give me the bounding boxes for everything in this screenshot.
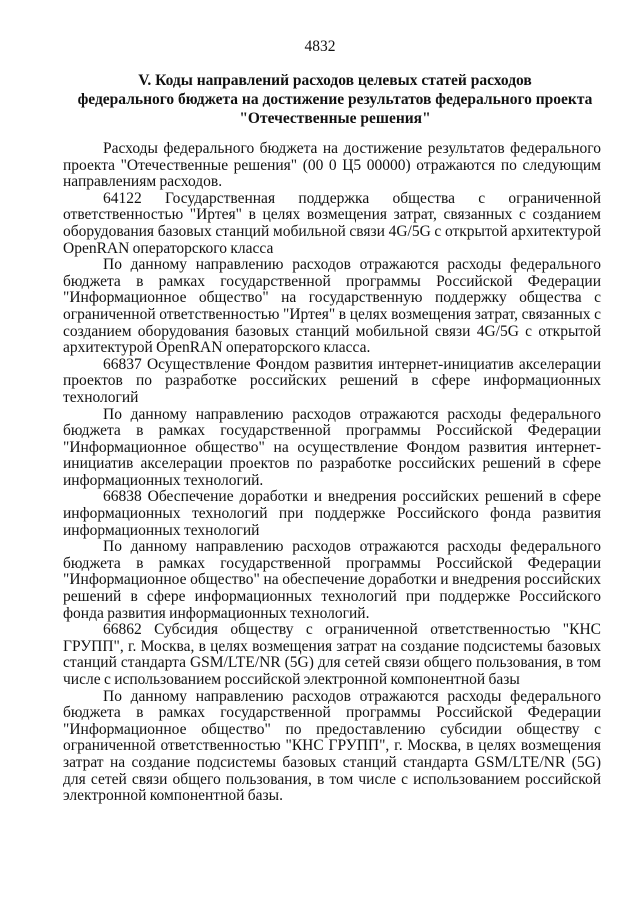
- heading-line-1: V. Коды направлений расходов целевых статей расходов: [138, 72, 532, 89]
- section-heading: [70, 71, 600, 128]
- paragraph-66837-description: По данному направлению расходов отражаются расходы федерального бюджета в рамках государственной программы Российской Федерации "Информационное общество" на осуществление Фондом развития интернет-инициатив акселерации проектов по разработке российских решений в сфере информационных технологий.: [63, 405, 601, 489]
- paragraph-code-64122: 64122 Государственная поддержка общества с ограниченной ответственностью "Иртея" в целях возмещения затрат, связанных с созданием оборудования базовых станций мобильной связи 4G/5G с открытой архитектурой OpenRAN операторского класса: [63, 189, 601, 257]
- paragraph-64122-description: По данному направлению расходов отражаются расходы федерального бюджета в рамках государственной программы Российской Федерации "Информационное общество" на государственную поддержку общества с ограниченной ответственностью "Иртея" в целях возмещения затрат, связанных с созданием оборудования базовых станций мобильной связи 4G/5G с открытой архитектурой OpenRAN операторского класса.: [63, 256, 601, 357]
- paragraph-66838-description: По данному направлению расходов отражаются расходы федерального бюджета в рамках государственной программы Российской Федерации "Информационное общество" на обеспечение доработки и внедрения российских решений в сфере информационных технологий при поддержке Российского фонда развития информационных технологий.: [63, 538, 601, 622]
- paragraph-code-66838: 66838 Обеспечение доработки и внедрения российских решений в сфере информационных технологий при поддержке Российского фонда развития информационных технологий: [63, 488, 601, 539]
- heading-line-3: "Отечественные решения": [239, 110, 431, 127]
- paragraph-code-66862: 66862 Субсидия обществу с ограниченной ответственностью "КНС ГРУПП", г. Москва, в целях возмещения затрат на создание подсистемы базовых станций стандарта GSM/LTE/NR (5G) для сетей связи общего пользования, в том числе с использованием российской электронной компонентной базы: [63, 621, 601, 688]
- page-number: 4832: [304, 38, 336, 55]
- paragraph-code-66837: 66837 Осуществление Фондом развития интернет-инициатив акселерации проектов по разработке российских решений в сфере информационных технологий: [63, 355, 601, 406]
- paragraph-66862-description: По данному направлению расходов отражаются расходы федерального бюджета в рамках государственной программы Российской Федерации "Информационное общество" по предоставлению субсидии обществу с ограниченной ответственностью "КНС ГРУПП", г. Москва, в целях возмещения затрат на создание подсистемы базовых станций стандарта GSM/LTE/NR (5G) для сетей связи общего пользования, в том числе с использованием российской электронной компонентной базы.: [63, 687, 601, 805]
- heading-line-2: федерального бюджета на достижение результатов федерального проекта: [77, 91, 593, 108]
- paragraph-intro: Расходы федерального бюджета на достижение результатов федерального проекта "Отечественные решения" (00 0 Ц5 00000) отражаются по следующим направлениям расходов.: [63, 140, 601, 191]
- body-text: [63, 141, 601, 805]
